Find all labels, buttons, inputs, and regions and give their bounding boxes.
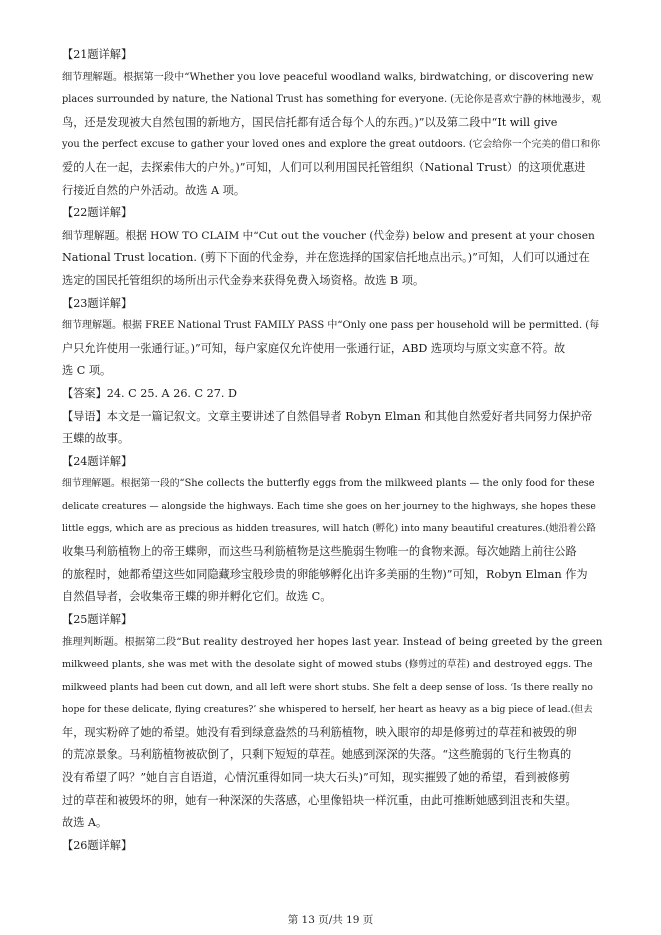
text-line: 户只允许使用一张通行证。)”可知，每户家庭仅允许使用一张通行证，ABD 选项均与原文实意不符。故	[62, 341, 566, 355]
text-line: 选 C 项。	[62, 364, 112, 378]
text-line: 选定的国民托管组织的场所出示代金券来获得免费入场资格。故选 B 项。	[62, 273, 425, 287]
text-line: 鸟，还是发现被大自然包围的新地方，国民信托都有适合每个人的东西。)”以及第二段中“It will give	[62, 115, 558, 129]
text-line: 细节理解题。根据第一段的“She collects the butterfly eggs from the milkweed plants — the only food for these	[62, 478, 595, 490]
text-line: 爱的人在一起，去探索伟大的户外。)”可知，人们可以利用国民托管组织（National Trust）的这项优惠进	[62, 160, 586, 174]
text-line: milkweed plants, she was met with the desolate sight of mowed stubs (修剪过的草茬) and destroyed eggs. The	[62, 659, 593, 671]
section-heading: 【23题详解】	[62, 296, 133, 310]
page-footer: 第 13 页/共 19 页	[287, 914, 374, 926]
section-heading: 【导语】本文是一篇记叙文。文章主要讲述了自然倡导者 Robyn Elman 和其他自然爱好者共同努力保护帝	[62, 409, 593, 423]
text-line: National Trust location. (剪下下面的代金券，并在您选择的国家信托地点出示。)”可知，人们可以通过在	[62, 251, 590, 265]
text-line: 细节理解题。根据 FREE National Trust FAMILY PASS 中“Only one pass per household will be permitted. (每	[62, 320, 600, 332]
text-line: 细节理解题。根据第一段中“Whether you love peaceful woodland walks, birdwatching, or discovering new	[62, 71, 594, 83]
section-heading: 【22题详解】	[62, 206, 133, 220]
text-line: 的旅程时，她都希望这些如同隐藏珍宝般珍贵的卵能够孵化出许多美丽的生物)”可知，Robyn Elman 作为	[62, 567, 588, 581]
text-line: 过的草茬和被毁坏的卵，她有一种深深的失落感，心里像铅块一样沉重，由此可推断她感到沮丧和失望。	[62, 793, 577, 807]
section-heading: 【24题详解】	[62, 454, 133, 468]
section-heading: 【答案】24. C 25. A 26. C 27. D	[62, 386, 237, 400]
text-line: 的荒凉景象。马利筋植物被砍倒了，只剩下短短的草茬。她感到深深的失落。“这些脆弱的飞行生物真的	[62, 748, 572, 762]
text-line: you the perfect excuse to gather your loved ones and explore the great outdoors. (它会给你一个完美的借口和你	[62, 139, 601, 151]
text-line: 自然倡导者，会收集帝王蝶的卵并孵化它们。故选 C。	[62, 590, 332, 604]
text-line: 年，现实粉碎了她的希望。她没有看到绿意盎然的马利筋植物，映入眼帘的却是修剪过的草茬和被毁的卵	[62, 725, 577, 739]
document-body	[62, 44, 602, 857]
section-heading: 【21题详解】	[62, 48, 133, 61]
text-line: delicate creatures — alongside the highways. Each time she goes on her journey to the highways, she hopes these	[62, 500, 596, 512]
text-line: 故选 A。	[62, 816, 108, 830]
section-heading: 【26题详解】	[62, 838, 133, 852]
text-line: 细节理解题。根据 HOW TO CLAIM 中“Cut out the voucher (代金券) below and present at your chosen	[62, 229, 595, 242]
text-line: milkweed plants had been cut down, and all left were short stubs. She felt a deep sense of loss. ‘Is there really no	[62, 681, 593, 693]
text-line: places surrounded by nature, the National Trust has something for everyone. (无论你是喜欢宁静的林地漫步，观	[62, 94, 601, 106]
text-line: 没有希望了吗？”她自言自语道，心情沉重得如同一块大石头)”可知，现实摧毁了她的希望，看到被修剪	[62, 771, 571, 784]
text-line: 王蝶的故事。	[62, 432, 130, 446]
text-line: 收集马利筋植物上的帝王蝶卵，而这些马利筋植物是这些脆弱生物唯一的食物来源。每次她踏上前往公路	[62, 545, 577, 559]
text-line: 行接近自然的户外活动。故选 A 项。	[62, 183, 246, 197]
text-line: hope for these delicate, flying creatures?’ she whispered to herself, her heart as heavy as a big piece of lead.(但去	[62, 704, 593, 716]
text-line: little eggs, which are as precious as hidden treasures, will hatch (孵化) into many beautiful creatures.(她沿着公路	[62, 523, 596, 535]
section-heading: 【25题详解】	[62, 612, 133, 626]
text-line: 推理判断题。根据第二段“But reality destroyed her hopes last year. Instead of being greeted by the green	[62, 636, 603, 649]
